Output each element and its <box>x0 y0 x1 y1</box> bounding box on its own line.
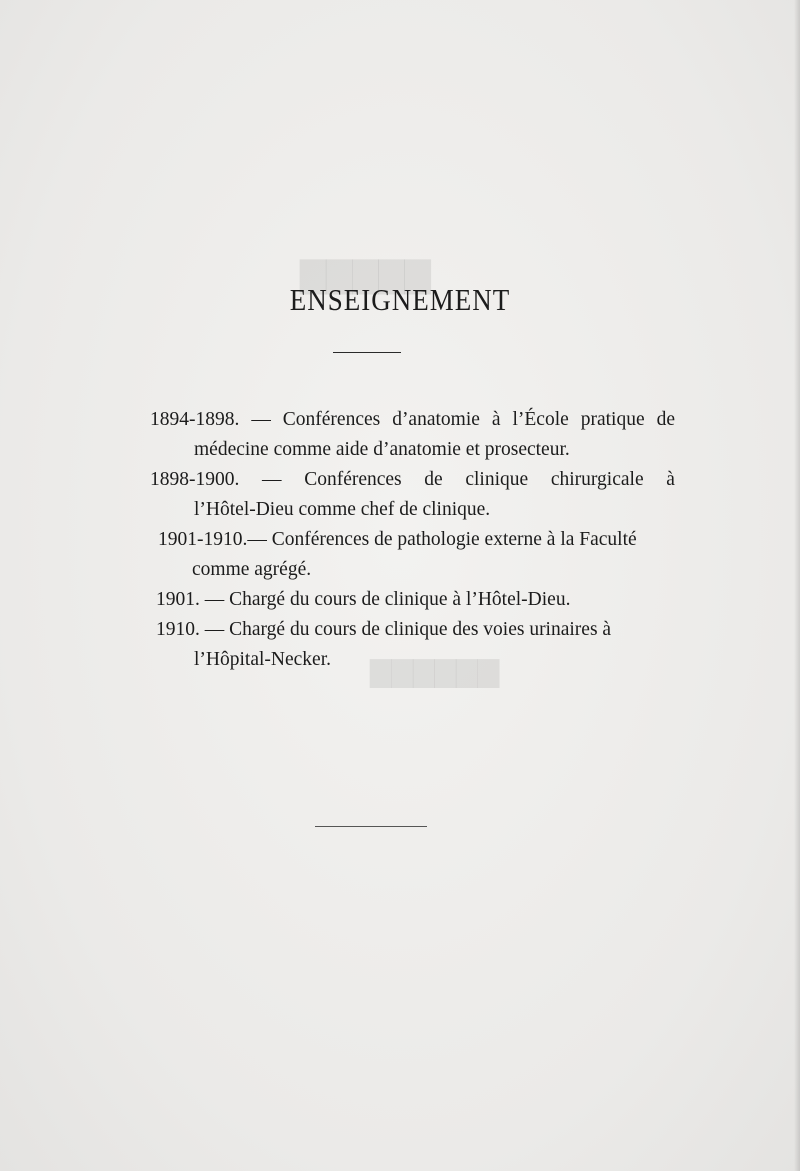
list-item <box>150 465 675 525</box>
page-edge-shadow <box>794 0 800 1171</box>
bleed-through-shadow: ▇▇▇▇▇ <box>300 257 431 294</box>
entry-word: de <box>656 409 675 430</box>
entry-word: — <box>262 469 282 490</box>
entry-word: Conférences <box>304 469 402 490</box>
entry-word: pratique <box>580 409 645 430</box>
entry-word: Conférences <box>282 409 381 430</box>
list-item <box>150 615 675 675</box>
entry-first-line: 1901-1910.— Conférences de pathologie externe à la Faculté <box>158 529 637 550</box>
entry-word: à <box>491 409 501 430</box>
section-heading: ENSEIGNEMENT <box>289 283 511 317</box>
entry-continuation: médecine comme aide d’anatomie et prosecteur. <box>194 439 570 460</box>
entry-word: — <box>251 409 271 430</box>
heading-divider <box>333 352 401 353</box>
entry-word: clinique <box>465 469 529 490</box>
entry-word: à <box>666 469 675 490</box>
entry-continuation: comme agrégé. <box>192 559 312 580</box>
entry-first-line <box>150 465 675 495</box>
entry-word: d’anatomie <box>392 409 480 430</box>
list-item <box>150 405 675 465</box>
entry-word: chirurgicale <box>550 469 644 490</box>
entry-continuation: l’Hôpital-Necker. <box>194 649 331 670</box>
entry-date: 1894-1898. <box>150 409 240 430</box>
entry-date: 1898-1900. <box>150 469 240 490</box>
entry-word: l’École <box>512 409 569 430</box>
teaching-entries-list <box>150 405 675 675</box>
entry-first-line: 1910. — Chargé du cours de clinique des voies urinaires à <box>156 619 612 640</box>
entry-first-line <box>150 405 675 435</box>
entry-first-line: 1901. — Chargé du cours de clinique à l’Hôtel-Dieu. <box>156 589 571 610</box>
entry-continuation: l’Hôtel-Dieu comme chef de clinique. <box>194 499 491 520</box>
entry-word: de <box>424 469 443 490</box>
list-item <box>150 585 675 615</box>
section-end-divider <box>315 826 427 827</box>
bleed-through-shadow: ▇▇▇▇▇▇ <box>370 657 500 688</box>
list-item <box>150 525 675 585</box>
